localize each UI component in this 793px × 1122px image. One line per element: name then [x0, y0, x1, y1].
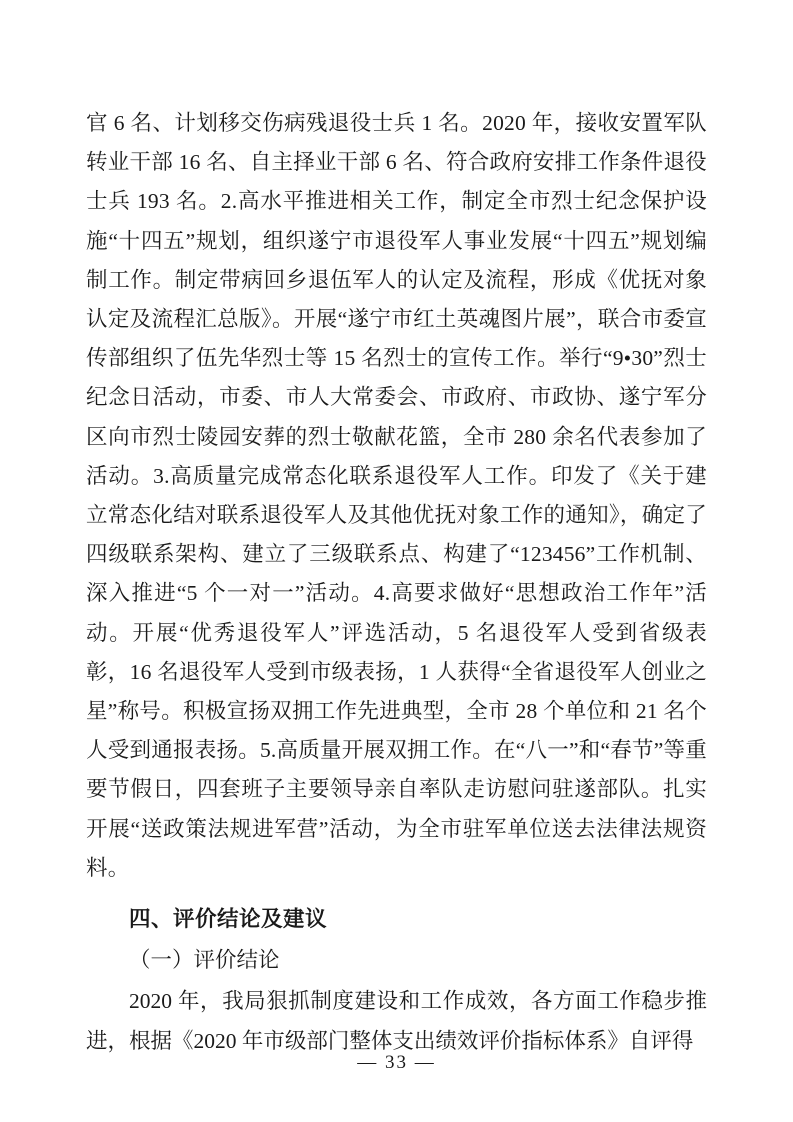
- closing-paragraph: 2020 年，我局狠抓制度建设和工作成效，各方面工作稳步推进，根据《2020 年市级部门整体支出绩效评价指标体系》自评得: [86, 989, 707, 1053]
- continuation-paragraph: 官 6 名、计划移交伤病残退役士兵 1 名。2020 年，接收安置军队转业干部 16 名、自主择业干部 6 名、符合政府安排工作条件退役士兵 193 名。2.高水平推进相关工作，制定全市烈士纪念保护设施“十四五”规划，组织遂宁市退役军人事业发展“十四五”规划编制工作。制定带病回乡退伍军人的认定及流程，形成《优抚对象认定及流程汇总版》。开展“遂宁市红土英魂图片展”，联合市委宣传部组织了伍先华烈士等 15 名烈士的宣传工作。举行“9•30”烈士纪念日活动，市委、市人大常委会、市政府、市政协、遂宁军分区向市烈士陵园安葬的烈士敬献花篮，全市 280 余名代表参加了活动。3.高质量完成常态化联系退役军人工作。印发了《关于建立常态化结对联系退役军人及其他优抚对象工作的通知》，确定了四级联系架构、建立了三级联系点、构建了“123456”工作机制、深入推进“5 个一对一”活动。4.高要求做好“思想政治工作年”活动。开展“优秀退役军人”评选活动，5 名退役军人受到省级表彰，16 名退役军人受到市级表扬，1 人获得“全省退役军人创业之星”称号。积极宣扬双拥工作先进典型，全市 28 个单位和 21 名个人受到通报表扬。5.高质量开展双拥工作。在“八一”和“春节”等重要节假日，四套班子主要领导亲自率队走访慰问驻遂部队。扎实开展“送政策法规进军营”活动，为全市驻军单位送去法律法规资料。: [86, 111, 707, 880]
- page-number-footer: — 33 —: [357, 1052, 436, 1073]
- section-heading: 四、评价结论及建议: [129, 907, 328, 932]
- sub-heading: （一）评价结论: [129, 948, 280, 973]
